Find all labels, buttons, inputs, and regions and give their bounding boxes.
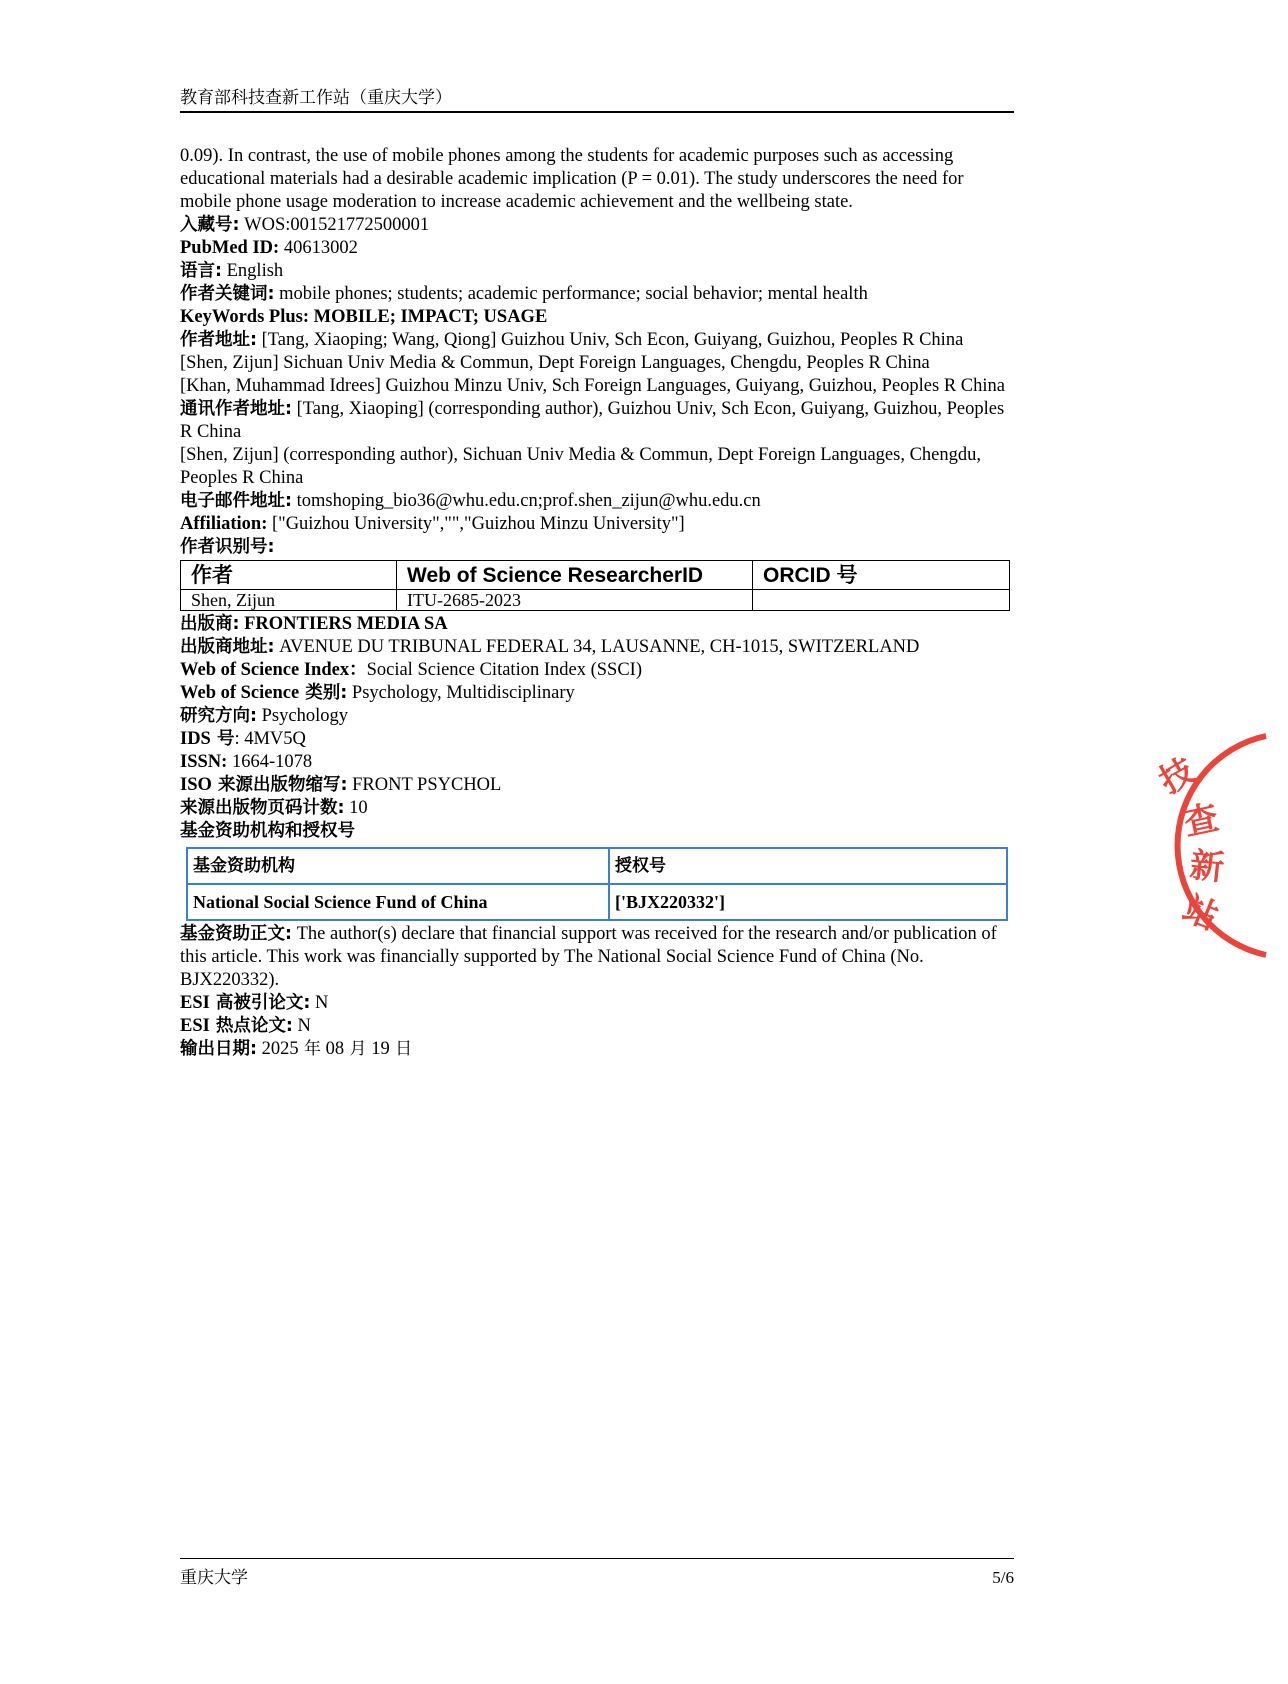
author-id-table	[180, 560, 1010, 611]
iso-abbrev	[180, 774, 1014, 797]
reprint-address	[180, 398, 1014, 444]
research-area	[180, 705, 1014, 728]
language-label: 语言:	[180, 261, 222, 281]
wos-index-value: Social Science Citation Index (SSCI)	[366, 660, 642, 680]
issn	[180, 751, 1014, 774]
address-line-2: [Shen, Zijun] Sichuan Univ Media & Commun, Dept Foreign Languages, Chengdu, Peoples R China	[180, 353, 930, 373]
funding-text	[180, 923, 1014, 992]
funding-table-header	[187, 848, 1007, 884]
cell-researcher-id: ITU-2685-2023	[397, 590, 753, 611]
esi-highly-label-en: ESI	[180, 993, 210, 1013]
keywords-plus-value: MOBILE; IMPACT; USAGE	[309, 307, 548, 327]
wos-category-value: Psychology, Multidisciplinary	[347, 683, 575, 703]
page-count-value: 10	[344, 798, 368, 818]
seal-char-1: 技	[1152, 750, 1203, 803]
pubmed-label: PubMed ID:	[180, 238, 280, 258]
ids-number	[180, 728, 1014, 751]
publisher-address-value: AVENUE DU TRIBUNAL FEDERAL 34, LAUSANNE, CH-1015, SWITZERLAND	[274, 637, 920, 657]
ids-label-cn: 号	[210, 729, 235, 749]
output-date-day-unit: 日	[389, 1039, 413, 1059]
language	[180, 260, 1014, 283]
col-researcher-id: Web of Science ResearcherID	[397, 561, 753, 590]
issn-label: ISSN:	[180, 752, 228, 772]
research-area-label: 研究方向:	[180, 706, 257, 726]
wos-category-label-cn: 类别:	[299, 683, 348, 703]
author-id-table-header	[181, 561, 1010, 590]
seal-char-4: 站	[1177, 888, 1224, 939]
funding-heading-label: 基金资助机构和授权号	[180, 821, 355, 841]
esi-highly-cited	[180, 992, 1014, 1015]
publisher-address-label: 出版商地址:	[180, 637, 275, 657]
seal-char-3: 新	[1187, 845, 1226, 889]
col-author: 作者	[181, 561, 397, 590]
iso-label-en: ISO	[180, 775, 212, 795]
author-addresses	[180, 329, 1014, 352]
affiliation	[180, 513, 1014, 536]
esi-hot-paper	[180, 1015, 1014, 1038]
email-addresses	[180, 490, 1014, 513]
ids-label-en: IDS	[180, 729, 211, 749]
publisher-value: FRONTIERS MEDIA SA	[239, 614, 448, 634]
accession-number	[180, 214, 1014, 237]
header-title: 教育部科技查新工作站（重庆大学）	[180, 88, 452, 108]
esi-hot-label-cn: 热点论文:	[209, 1016, 293, 1036]
wos-category-label-en: Web of Science	[180, 683, 300, 703]
wos-index	[180, 659, 1014, 682]
affiliation-value: ["Guizhou University","","Guizhou Minzu University"]	[267, 514, 685, 534]
addresses-label: 作者地址:	[180, 330, 257, 350]
page-header	[180, 85, 1014, 113]
cell-orcid	[753, 590, 1010, 611]
output-date-label: 输出日期:	[180, 1039, 257, 1059]
reprint-line-1: [Tang, Xiaoping] (corresponding author), Guizhou Univ, Sch Econ, Guiyang, Guizhou, Peoples R China	[180, 399, 1005, 442]
esi-hot-value: N	[292, 1016, 311, 1036]
abstract-tail: 0.09). In contrast, the use of mobile phones among the students for academic purposes such as accessing educational materials had a desirable academic implication (P = 0.01). The study underscores the need for mobile phone usage moderation to increase academic achievement and the wellbeing state.	[180, 146, 964, 212]
address-line-3: [Khan, Muhammad Idrees] Guizhou Minzu Univ, Sch Foreign Languages, Guiyang, Guizhou, Peoples R China	[180, 376, 1005, 396]
author-keywords	[180, 283, 1014, 306]
accession-label: 入藏号:	[180, 215, 240, 235]
address-line-1: [Tang, Xiaoping; Wang, Qiong] Guizhou Univ, Sch Econ, Guiyang, Guizhou, Peoples R China	[257, 330, 964, 350]
language-value: English	[222, 261, 284, 281]
author-id-heading	[180, 536, 1014, 559]
esi-hot-label-en: ESI	[180, 1016, 210, 1036]
esi-highly-value: N	[310, 993, 329, 1013]
official-seal	[1148, 728, 1288, 963]
reprint-line-2: [Shen, Zijun] (corresponding author), Sichuan Univ Media & Commun, Dept Foreign Languages, Chengdu, Peoples R China	[180, 445, 982, 488]
affiliation-label: Affiliation:	[180, 514, 268, 534]
publisher-label: 出版商:	[180, 614, 240, 634]
wos-index-label: Web of Science Index	[180, 660, 350, 680]
cell-grant: ['BJX220332']	[609, 884, 1007, 920]
ids-value: : 4MV5Q	[234, 729, 306, 749]
seal-char-2: 查	[1180, 797, 1222, 844]
esi-highly-label-cn: 高被引论文:	[209, 993, 311, 1013]
accession-value: WOS:001521772500001	[239, 215, 430, 235]
publisher	[180, 613, 1014, 636]
funding-table	[186, 847, 1008, 921]
issn-value: 1664-1078	[227, 752, 313, 772]
cell-agency: National Social Science Fund of China	[187, 884, 609, 920]
author-keywords-label: 作者关键词:	[180, 284, 275, 304]
iso-label-cn: 来源出版物缩写:	[211, 775, 348, 795]
page-footer	[180, 1558, 1014, 1589]
author-keywords-value: mobile phones; students; academic performance; social behavior; mental health	[274, 284, 868, 304]
table-row	[187, 884, 1007, 920]
page-count-label: 来源出版物页码计数:	[180, 798, 345, 818]
author-id-label: 作者识别号:	[180, 537, 275, 557]
page-number: 5/6	[992, 1568, 1014, 1587]
funding-text-label: 基金资助正文:	[180, 924, 292, 944]
reprint-label: 通讯作者地址:	[180, 399, 292, 419]
col-agency: 基金资助机构	[187, 848, 609, 884]
page-count	[180, 797, 1014, 820]
output-date-month-unit: 月	[344, 1039, 367, 1059]
col-grant: 授权号	[609, 848, 1007, 884]
iso-value: FRONT PSYCHOL	[347, 775, 502, 795]
research-area-value: Psychology	[257, 706, 348, 726]
wos-category	[180, 682, 1014, 705]
pubmed-id	[180, 237, 1014, 260]
funding-heading	[180, 820, 1014, 843]
email-value: tomshoping_bio36@whu.edu.cn;prof.shen_zijun@whu.edu.cn	[292, 491, 761, 511]
output-date-year: 2025	[257, 1039, 299, 1059]
output-date-day: 19	[366, 1039, 390, 1059]
col-orcid: ORCID 号	[753, 561, 1010, 590]
publisher-address	[180, 636, 1014, 659]
email-label: 电子邮件地址:	[180, 491, 292, 511]
record-content	[180, 145, 1014, 1061]
output-date	[180, 1038, 1014, 1061]
keywords-plus	[180, 306, 1014, 329]
wos-index-colon: ：	[349, 660, 367, 680]
keywords-plus-label: KeyWords Plus:	[180, 307, 309, 327]
table-row	[181, 590, 1010, 611]
footer-institution: 重庆大学	[180, 1568, 248, 1588]
pubmed-value: 40613002	[279, 238, 358, 258]
cell-author: Shen, Zijun	[181, 590, 397, 611]
output-date-month: 08	[321, 1039, 345, 1059]
output-date-year-unit: 年	[298, 1039, 322, 1059]
funding-text-value: The author(s) declare that financial support was received for the research and/or publication of this article. This work was financially supported by The National Social Science Fund of China (No. BJX220332).	[180, 924, 997, 990]
